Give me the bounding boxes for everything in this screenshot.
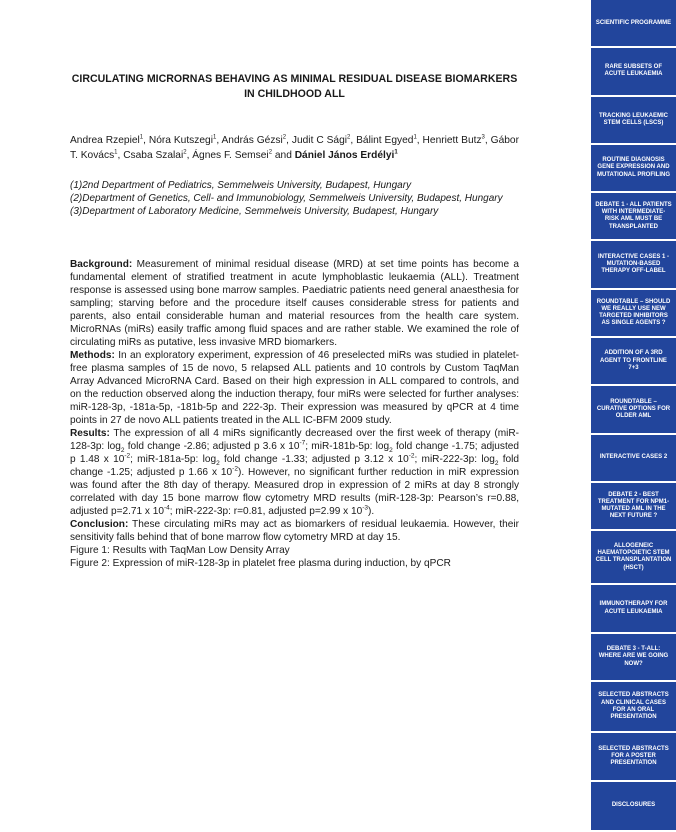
background-paragraph: Background: Measurement of minimal residual disease (MRD) at set time points has become a fundamental element of stratified treatment in acute lymphoblastic leukaemia (ALL). Treatment response is assessed using bone marrow samples. Paediatric patients need general anaesthesia for sampling; starving before and the procedure itself causes considerable stress for patients and parents, also entail considerable human and material resources from the health care system. MicroRNAs (miRs) easily traffic among fluid spaces and are rather stable. We examined the role of circulating miRs as putative, less invasive MRD biomarkers. [70, 259, 519, 348]
nav-immunotherapy[interactable]: IMMUNOTHERAPY FOR ACUTE LEUKAEMIA [591, 585, 676, 631]
nav-interactive-cases-2[interactable]: INTERACTIVE CASES 2 [591, 435, 676, 481]
author: Andrea Rzepiel$^1$ [70, 134, 144, 146]
methods-paragraph: Methods: In an exploratory experiment, expression of 46 preselected miRs was studied in platelet-free plasma samples of 15 de novo, 5 relapsed ALL patients and 10 controls by Custom TaqMan Array Advanced MicroRNA Card. Based on their high expression in ALL compared to controls, and on the reduction observed along the induction therapy, four miRs were selected for further analyses: miR-128-3p, -181a-5p, -181b-5p and 222-3p. Their expression was measured by qPCR at 4 time points in 27 de novo ALL patients treated in the ALL IC-BFM 2009 study. [70, 350, 519, 426]
abstract-body [70, 258, 519, 570]
nav-debate-3[interactable]: DEBATE 3 - T-ALL: WHERE ARE WE GOING NOW? [591, 634, 676, 680]
nav-debate-2[interactable]: DEBATE 2 - BEST TREATMENT FOR NPM1-MUTATED AML IN THE NEXT FUTURE ? [591, 483, 676, 529]
page-title: CIRCULATING MICRORNAS BEHAVING AS MINIMAL RESIDUAL DISEASE BIOMARKERS IN CHILDHOOD ALL [71, 73, 518, 100]
nav-rare-subsets[interactable]: RARE SUBSETS OF ACUTE LEUKAEMIA [591, 48, 676, 94]
session-nav-sidebar [591, 0, 676, 832]
author: Csaba Szalai$^2$ [123, 149, 187, 161]
author: András Gézsi$^2$ [221, 134, 287, 146]
affiliation: (1)2nd Department of Pediatrics, Semmelweis University, Budapest, Hungary [70, 180, 412, 191]
affiliation: (3)Department of Laboratory Medicine, Semmelweis University, Budapest, Hungary [70, 206, 439, 217]
nav-routine-diagnosis[interactable]: ROUTINE DIAGNOSIS GENE EXPRESSION AND MUTATIONAL PROFILING [591, 145, 676, 191]
nav-allogeneic-hsct[interactable]: ALLOGENEIC HAEMATOPOIETIC STEM CELL TRANSPLANTATION (HSCT) [591, 531, 676, 583]
author-last: Dániel János Erdélyi$^1$ [294, 149, 398, 161]
nav-oral-presentation[interactable]: SELECTED ABSTRACTS AND CLINICAL CASES FOR AN ORAL PRESENTATION [591, 682, 676, 731]
affiliation: (2)Department of Genetics, Cell- and Immunobiology, Semmelweis University, Budapest, Hungary [70, 193, 503, 204]
nav-disclosures[interactable]: DISCLOSURES [591, 782, 676, 830]
author: Nóra Kutszegi$^1$ [148, 134, 217, 146]
figure-caption-2: Figure 2: Expression of miR-128-3p in platelet free plasma during induction, by qPCR [70, 558, 451, 569]
affiliation-list [70, 179, 519, 218]
abstract-page [70, 72, 519, 570]
conclusion-paragraph: Conclusion: These circulating miRs may act as biomarkers of residual leukaemia. However, their sensitivity falls behind that of bone marrow flow cytometry MRD at day 15. [70, 519, 519, 543]
author-list: Andrea Rzepiel$^1$, Nóra Kutszegi$^1$, András Gézsi$^2$, Judit C Sági$^2$, Bálint Egyed$^1$, Henriett Butz$^3$, Gábor T. Kovács$^1$, Csaba Szalai$^2$, Ágnes F. Semsei$^2$ and Dániel János Erdélyi$^1$ [70, 134, 519, 161]
author: Ágnes F. Semsei$^2$ [192, 149, 273, 161]
author: Judit C Sági$^2$ [291, 134, 351, 146]
results-paragraph: Results: The expression of all 4 miRs significantly decreased over the first week of therapy (miR-128-3p: $\log_2$ fold change -2.86; adjusted p 3.6 x $10^{-7}$; miR-181b-5p: $\log_2$ fold change -1.75; adjusted p 1.48 x $10^{-2}$; miR-181a-5p: $\log_2$ fold change -1.33; adjusted p 3.12 x $10^{-2}$; miR-222-3p: $\log_2$ fold change -1.25; adjusted p 1.66 x $10^{-2}$). However, no significant further reduction in miR expression was found after the 8th day of therapy. Measured drop in expression of 2 miRs at day 8 strongly correlated with day 15 bone marrow flow cytometry MRD results (miR-128-3p: Pearson’s r=0.88, adjusted p=2.71 x $10^{-4}$; miR-222-3p: r=0.81, adjusted p=2.99 x $10^{-3}$). [70, 428, 520, 517]
nav-poster-presentation[interactable]: SELECTED ABSTRACTS FOR A POSTER PRESENTATION [591, 733, 676, 779]
author: Gábor T. Kovács$^1$ [70, 135, 519, 161]
nav-interactive-cases-1[interactable]: INTERACTIVE CASES 1 - MUTATION-BASED THERAPY OFF-LABEL [591, 241, 676, 287]
nav-debate-1[interactable]: DEBATE 1 - ALL PATIENTS WITH INTERMEDIATE-RISK AML MUST BE TRANSPLANTED [591, 193, 676, 239]
nav-roundtable-older-aml[interactable]: ROUNDTABLE – CURATIVE OPTIONS FOR OLDER AML [591, 386, 676, 432]
author: Henriett Butz$^3$ [422, 134, 485, 146]
author: Bálint Egyed$^1$ [356, 134, 417, 146]
nav-scientific-programme[interactable]: SCIENTIFIC PROGRAMME [591, 0, 676, 46]
nav-third-agent[interactable]: ADDITION OF A 3RD AGENT TO FRONTLINE 7+3 [591, 338, 676, 384]
nav-tracking-lsc[interactable]: TRACKING LEUKAEMIC STEM CELLS (LSCS) [591, 97, 676, 143]
nav-roundtable-inhibitors[interactable]: ROUNDTABLE – SHOULD WE REALLY USE NEW TARGETED INHIBITORS AS SINGLE AGENTS ? [591, 290, 676, 336]
figure-caption-1: Figure 1: Results with TaqMan Low Density Array [70, 545, 290, 556]
